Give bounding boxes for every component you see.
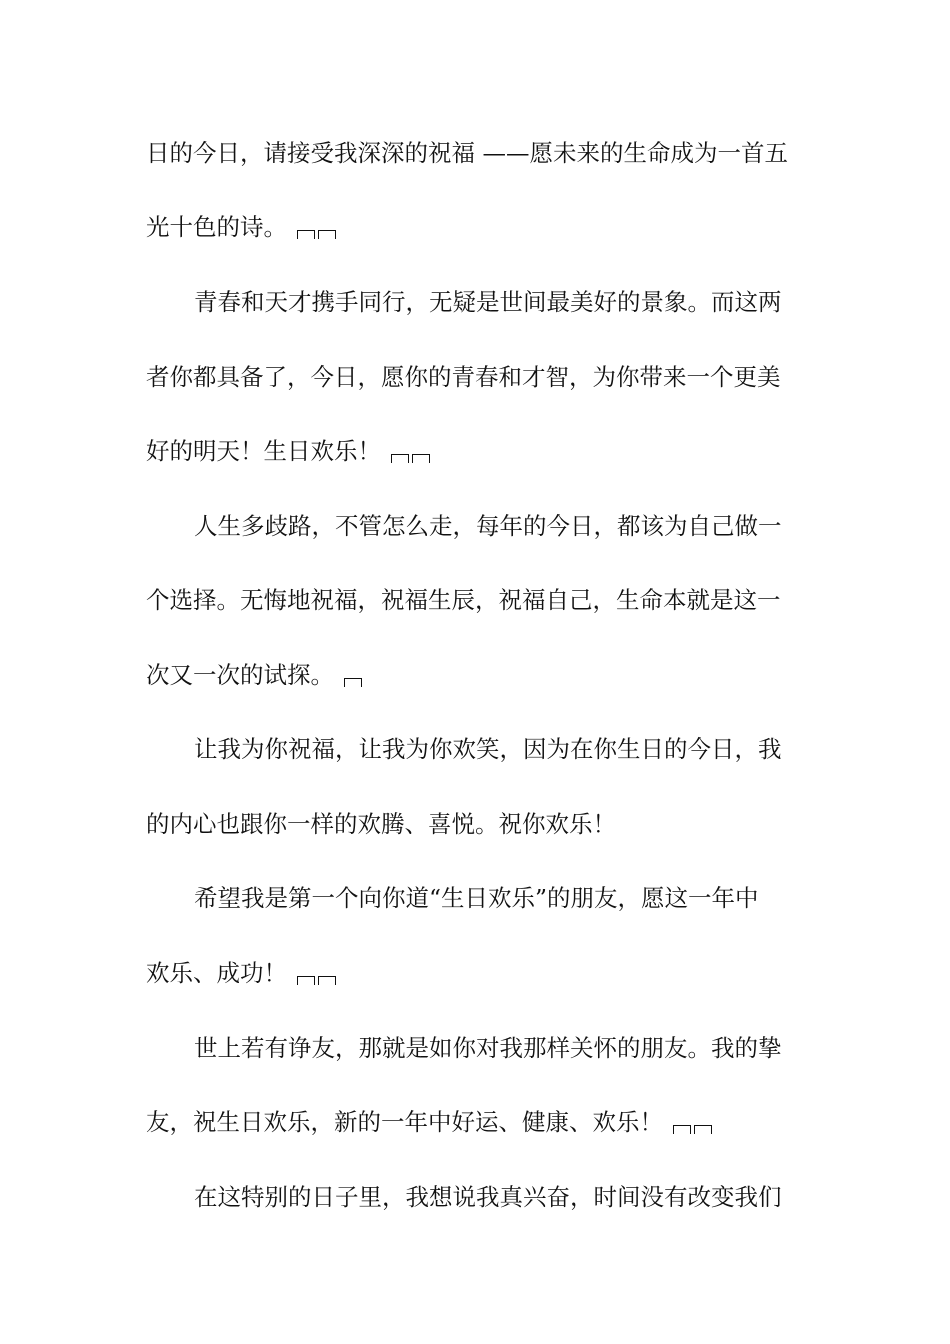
- line-text: 光十色的诗。: [146, 213, 287, 241]
- text-line-5: [146, 436, 826, 466]
- line-text: 次又一次的试探。: [146, 661, 334, 689]
- line-text: 友，祝生日欢乐，新的一年中好运、健康、欢乐！: [146, 1108, 663, 1136]
- line-text: 日的今日，请接受我深深的祝福 ——愿未来的生命成为一首五: [146, 139, 788, 167]
- bracket-mark-icon: [673, 1125, 691, 1134]
- bracket-marks: [297, 212, 339, 226]
- text-line-2: [146, 212, 826, 242]
- line-text: 让我为你祝福，让我为你欢笑，因为在你生日的今日，我: [194, 735, 782, 763]
- text-line-13: [194, 1033, 874, 1063]
- bracket-mark-icon: [297, 976, 315, 985]
- bracket-mark-icon: [318, 976, 336, 985]
- text-line-3: [194, 287, 874, 317]
- bracket-mark-icon: [412, 454, 430, 463]
- text-line-1: [146, 138, 826, 168]
- line-text: 人生多歧路，不管怎么走，每年的今日，都该为自己做一: [194, 512, 782, 540]
- line-text: 欢乐、成功！: [146, 959, 287, 987]
- text-line-12: [146, 958, 826, 988]
- bracket-mark-icon: [318, 230, 336, 239]
- bracket-marks: [673, 1107, 715, 1121]
- line-text: 个选择。无悔地祝福，祝福生辰，祝福自己，生命本就是这一: [146, 586, 781, 614]
- bracket-mark-icon: [694, 1125, 712, 1134]
- line-text: 青春和天才携手同行，无疑是世间最美好的景象。而这两: [194, 288, 782, 316]
- line-text: 好的明天！生日欢乐！: [146, 437, 381, 465]
- text-line-11: [194, 883, 874, 913]
- text-line-9: [194, 734, 874, 764]
- text-line-10: [146, 809, 826, 839]
- bracket-marks: [297, 958, 339, 972]
- line-text: 者你都具备了，今日，愿你的青春和才智，为你带来一个更美: [146, 363, 781, 391]
- text-line-6: [194, 511, 874, 541]
- line-text: 世上若有诤友，那就是如你对我那样关怀的朋友。我的挚: [194, 1034, 782, 1062]
- line-text: 的内心也跟你一样的欢腾、喜悦。祝你欢乐！: [146, 810, 616, 838]
- text-line-8: [146, 660, 826, 690]
- text-line-15: [194, 1182, 874, 1212]
- text-line-14: [146, 1107, 826, 1137]
- text-line-4: [146, 362, 826, 392]
- bracket-mark-icon: [391, 454, 409, 463]
- bracket-mark-icon: [344, 678, 362, 687]
- bracket-marks: [344, 660, 365, 674]
- bracket-marks: [391, 436, 433, 450]
- bracket-mark-icon: [297, 230, 315, 239]
- line-text: 希望我是第一个向你道“生日欢乐”的朋友，愿这一年中: [194, 884, 759, 912]
- line-text: 在这特别的日子里，我想说我真兴奋，时间没有改变我们: [194, 1183, 782, 1211]
- text-line-7: [146, 585, 826, 615]
